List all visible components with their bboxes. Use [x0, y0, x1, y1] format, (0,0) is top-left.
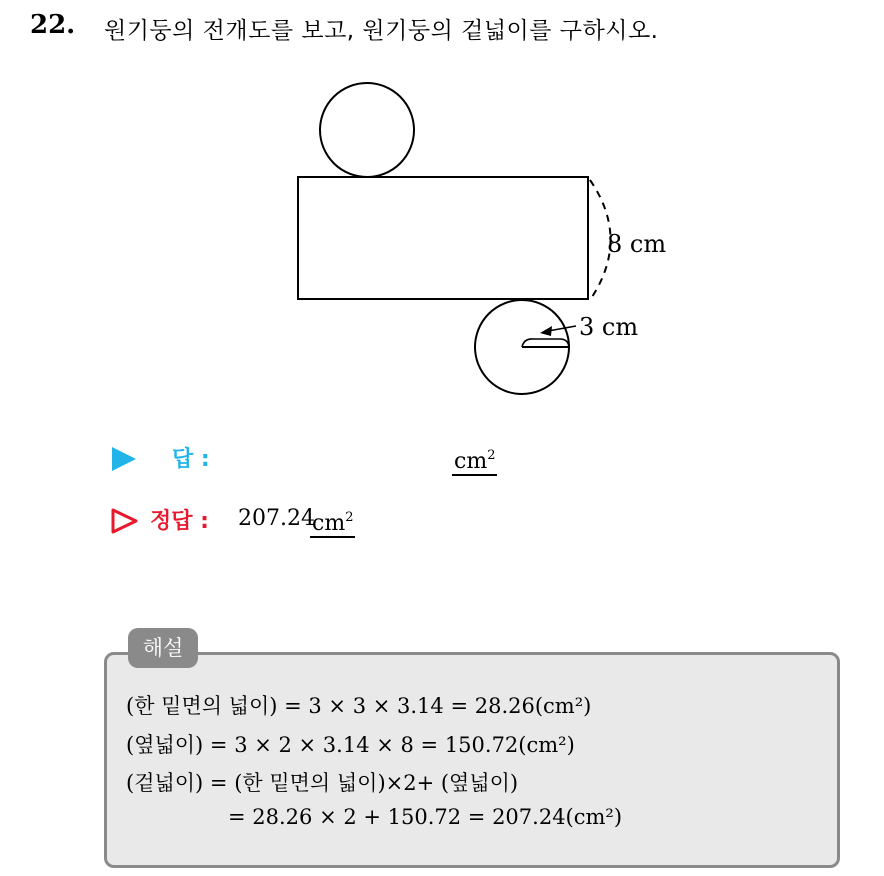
height-label: 8 cm	[607, 230, 667, 258]
correct-answer-row	[108, 500, 708, 540]
correct-answer-unit	[310, 506, 355, 538]
correct-unit-text: cm	[312, 511, 346, 536]
explanation-line-1: (한 밑면의 넓이) = 3 × 3 × 3.14 = 28.26(cm²)	[126, 694, 592, 718]
explanation-line-2: (옆넓이) = 3 × 2 × 3.14 × 8 = 150.72(cm²)	[126, 733, 575, 757]
answer-unit	[452, 444, 497, 476]
explanation-tab: 해설	[128, 628, 198, 668]
answer-triangle-icon	[112, 447, 136, 471]
explanation-line-4: = 28.26 × 2 + 150.72 = 207.24(cm²)	[228, 805, 623, 829]
correct-unit-exponent: 2	[345, 510, 354, 525]
explanation-line-3: (겉넓이) = (한 밑면의 넓이)×2+ (옆넓이)	[126, 771, 519, 795]
correct-answer-label: 정답 :	[150, 509, 209, 534]
radius-arrowhead	[540, 326, 552, 336]
explanation-box	[104, 652, 840, 868]
question-text: 원기둥의 전개도를 보고, 원기둥의 겉넓이를 구하시오.	[104, 18, 659, 44]
radius-label: 3 cm	[579, 313, 639, 341]
radius-leader-line	[548, 326, 576, 331]
answer-row	[108, 438, 708, 478]
cylinder-net-figure	[0, 0, 884, 420]
radius-curly-mark	[522, 339, 569, 347]
correct-answer-value: 207.24	[238, 506, 315, 531]
correct-triangle-outline-icon	[110, 507, 140, 535]
lateral-rectangle	[298, 177, 588, 299]
answer-unit-text: cm	[454, 449, 488, 474]
answer-unit-exponent: 2	[487, 448, 496, 463]
answer-label: 답 :	[172, 447, 210, 472]
question-number: 22.	[30, 10, 76, 40]
top-base-circle	[320, 83, 414, 177]
